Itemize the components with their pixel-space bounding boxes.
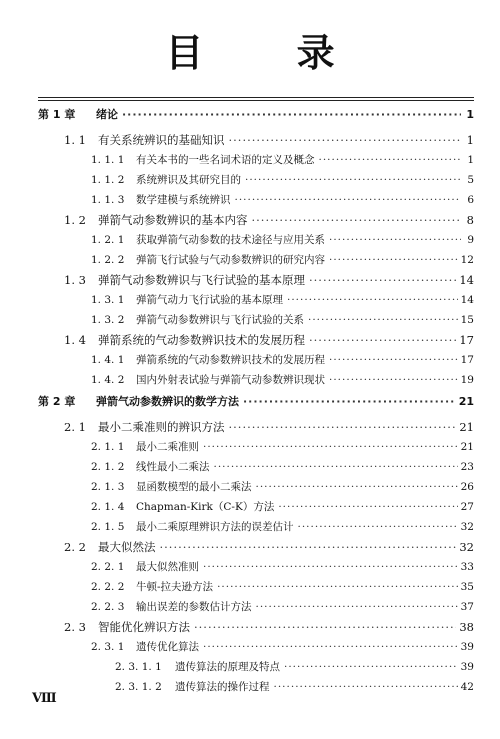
toc-entry-number: 第 2 章 xyxy=(38,395,76,408)
title-rule-top xyxy=(38,97,474,98)
toc-entry-title: 智能优化辨识方法 xyxy=(98,620,190,634)
toc-leader-dots xyxy=(214,460,458,474)
toc-entry-number: 2. 1. 3 xyxy=(91,481,125,493)
toc-entry xyxy=(64,213,474,227)
toc-entry xyxy=(64,333,474,347)
toc-entry-title: 有关本书的一些名词术语的定义及概念 xyxy=(136,154,315,166)
toc-entry-page: 37 xyxy=(460,601,474,613)
toc-entry-number: 1. 1. 2 xyxy=(91,174,125,186)
toc-entry-title: 系统辨识及其研究目的 xyxy=(136,174,241,186)
toc-entry-number: 1. 3 xyxy=(64,273,86,287)
toc-entry xyxy=(91,293,474,307)
toc-entry xyxy=(64,273,474,287)
toc-entry-title: 牛顿-拉夫逊方法 xyxy=(136,581,214,593)
toc-leader-dots xyxy=(194,620,456,634)
toc-leader-dots xyxy=(122,108,461,122)
toc-entry xyxy=(91,173,474,187)
toc-entry-page: 1 xyxy=(466,133,474,147)
toc-entry-title: 有关系统辨识的基础知识 xyxy=(98,133,225,147)
toc-entry xyxy=(91,153,474,167)
toc-entry-number: 1. 2 xyxy=(64,213,86,227)
toc-entry-title: 绪论 xyxy=(96,108,118,121)
toc-leader-dots xyxy=(287,293,458,307)
toc-entry-title: 弹箭气动力飞行试验的基本原理 xyxy=(136,294,283,306)
toc-entry xyxy=(91,253,474,267)
toc-leader-dots xyxy=(160,540,457,554)
toc-entry xyxy=(91,353,474,367)
toc-entry xyxy=(91,193,474,207)
toc-entry-page: 35 xyxy=(460,581,474,593)
toc-entry-title: 最小二乘准则的辨识方法 xyxy=(98,420,225,434)
toc-entry xyxy=(91,640,474,654)
toc-entry-page: 19 xyxy=(460,374,474,386)
toc-entry-page: 17 xyxy=(460,354,474,366)
toc-entry-page: 42 xyxy=(460,681,474,693)
toc-entry-number: 2. 1 xyxy=(64,420,86,434)
toc-entry-page: 32 xyxy=(459,540,474,554)
toc-entry-number: 1. 4. 1 xyxy=(91,354,125,366)
toc-entry-number: 1. 4. 2 xyxy=(91,374,125,386)
toc-entry-number: 2. 1. 2 xyxy=(91,461,125,473)
toc-leader-dots xyxy=(256,480,458,494)
page-folio: Ⅷ xyxy=(32,691,57,706)
toc-leader-dots xyxy=(284,660,458,674)
toc-entry-title: 遗传算法的操作过程 xyxy=(175,681,270,693)
toc-entry-page: 21 xyxy=(459,420,474,434)
toc-entry xyxy=(64,420,474,434)
toc-leader-dots xyxy=(278,500,457,514)
toc-entry-title: 显函数模型的最小二乘法 xyxy=(136,481,252,493)
toc-entry-title: 获取弹箭气动参数的技术途径与应用关系 xyxy=(136,234,325,246)
toc-entry-title: Chapman-Kirk（C-K）方法 xyxy=(136,501,275,513)
toc-entry xyxy=(91,500,474,514)
toc-entry-number: 1. 3. 1 xyxy=(91,294,125,306)
toc-entry-title: 遗传优化算法 xyxy=(136,641,199,653)
toc-entry-number: 1. 2. 2 xyxy=(91,254,125,266)
toc-leader-dots xyxy=(274,680,458,694)
toc-entry-page: 32 xyxy=(460,521,474,533)
toc-leader-dots xyxy=(308,313,458,327)
toc-entry-page: 39 xyxy=(460,661,474,673)
toc-leader-dots xyxy=(203,560,458,574)
toc-leader-dots xyxy=(298,520,458,534)
toc-entry-title: 遗传算法的原理及特点 xyxy=(175,661,280,673)
toc-leader-dots xyxy=(203,440,458,454)
toc-leader-dots xyxy=(309,273,456,287)
toc-entry-number: 2. 1. 4 xyxy=(91,501,125,513)
toc-entry-page: 12 xyxy=(460,254,474,266)
toc-leader-dots xyxy=(245,173,461,187)
toc-leader-dots xyxy=(319,153,462,167)
toc-entry-page: 26 xyxy=(460,481,474,493)
toc-entry-page: 5 xyxy=(467,174,474,186)
toc-entry xyxy=(91,440,474,454)
toc-leader-dots xyxy=(256,600,458,614)
toc-leader-dots xyxy=(329,233,461,247)
toc-entry-title: 弹箭气动参数辨识与飞行试验的基本原理 xyxy=(98,273,305,287)
toc-entry-number: 2. 3 xyxy=(64,620,86,634)
toc-entry-page: 1 xyxy=(466,108,474,121)
title-rule-bottom xyxy=(38,100,474,101)
toc-entry-title: 最大似然法 xyxy=(98,540,156,554)
toc-entry-page: 33 xyxy=(460,561,474,573)
toc-leader-dots xyxy=(309,333,456,347)
toc-entry-title: 数学建模与系统辨识 xyxy=(136,194,231,206)
toc-entry xyxy=(91,460,474,474)
toc-entry xyxy=(91,313,474,327)
toc-entry xyxy=(115,660,474,674)
toc-entry-title: 弹箭系统的气动参数辨识技术的发展历程 xyxy=(98,333,305,347)
toc-entry-page: 8 xyxy=(466,213,474,227)
toc-entry-page: 23 xyxy=(460,461,474,473)
toc-entry-number: 2. 2 xyxy=(64,540,86,554)
toc-chapter-entry xyxy=(38,108,474,122)
toc-entry-page: 38 xyxy=(459,620,474,634)
toc-entry xyxy=(91,233,474,247)
toc-entry-page: 21 xyxy=(458,395,474,408)
toc-entry-number: 1. 1. 1 xyxy=(91,154,125,166)
toc-entry-title: 最大似然准则 xyxy=(136,561,199,573)
toc-entry xyxy=(115,680,474,694)
toc-entry xyxy=(91,373,474,387)
toc-entry-number: 2. 3. 1. 2 xyxy=(115,681,162,693)
toc-leader-dots xyxy=(203,640,458,654)
toc-entry-page: 14 xyxy=(459,273,474,287)
toc-entry-number: 1. 1. 3 xyxy=(91,194,125,206)
toc-entry-number: 1. 4 xyxy=(64,333,86,347)
toc-entry-number: 1. 3. 2 xyxy=(91,314,125,326)
toc-entry-page: 39 xyxy=(460,641,474,653)
toc-entry xyxy=(64,133,474,147)
toc-entry-number: 第 1 章 xyxy=(38,108,76,121)
toc-entry-number: 1. 1 xyxy=(64,133,86,147)
toc-entry-page: 21 xyxy=(460,441,474,453)
toc-entry-title: 弹箭气动参数辨识的数学方法 xyxy=(96,395,239,408)
toc-entry-title: 国内外射表试验与弹箭气动参数辨识现状 xyxy=(136,374,325,386)
toc-entry-title: 弹箭系统的气动参数辨识技术的发展历程 xyxy=(136,354,325,366)
page-title: 目 录 xyxy=(165,31,375,75)
toc-entry-title: 弹箭气动参数辨识与飞行试验的关系 xyxy=(136,314,304,326)
toc-entry-title: 输出误差的参数估计方法 xyxy=(136,601,252,613)
toc-entry-page: 9 xyxy=(467,234,474,246)
toc-entry-title: 弹箭气动参数辨识的基本内容 xyxy=(98,213,248,227)
toc-entry-title: 最小二乘准则 xyxy=(136,441,199,453)
toc-leader-dots xyxy=(217,580,458,594)
toc-entry xyxy=(91,600,474,614)
toc-entry-title: 弹箭飞行试验与气动参数辨识的研究内容 xyxy=(136,254,325,266)
toc-entry-number: 2. 2. 1 xyxy=(91,561,125,573)
toc-entry-number: 2. 3. 1 xyxy=(91,641,125,653)
toc-entry xyxy=(91,520,474,534)
toc-entry-number: 2. 1. 1 xyxy=(91,441,125,453)
toc-entry-page: 15 xyxy=(460,314,474,326)
toc-chapter-entry xyxy=(38,395,474,409)
toc-entry-number: 2. 1. 5 xyxy=(91,521,125,533)
toc-leader-dots xyxy=(329,253,458,267)
toc-leader-dots xyxy=(229,133,462,147)
toc-entry-title: 最小二乘原理辨识方法的误差估计 xyxy=(136,521,294,533)
toc-leader-dots xyxy=(235,193,462,207)
toc-leader-dots xyxy=(329,353,458,367)
toc-entry-title: 线性最小二乘法 xyxy=(136,461,210,473)
toc-entry xyxy=(91,580,474,594)
toc-entry-page: 14 xyxy=(460,294,474,306)
toc-leader-dots xyxy=(329,373,458,387)
toc-entry-page: 1 xyxy=(467,154,474,166)
toc-entry-number: 2. 3. 1. 1 xyxy=(115,661,162,673)
toc-entry-page: 6 xyxy=(467,194,474,206)
toc-entry-page: 27 xyxy=(460,501,474,513)
toc-entry xyxy=(64,540,474,554)
toc-leader-dots xyxy=(243,395,456,409)
toc-entry-number: 2. 2. 2 xyxy=(91,581,125,593)
toc-entry-number: 2. 2. 3 xyxy=(91,601,125,613)
toc-entry xyxy=(64,620,474,634)
toc-entry-number: 1. 2. 1 xyxy=(91,234,125,246)
toc-entry-page: 17 xyxy=(459,333,474,347)
toc-leader-dots xyxy=(252,213,462,227)
toc-entry xyxy=(91,480,474,494)
toc-entry xyxy=(91,560,474,574)
toc-leader-dots xyxy=(229,420,457,434)
